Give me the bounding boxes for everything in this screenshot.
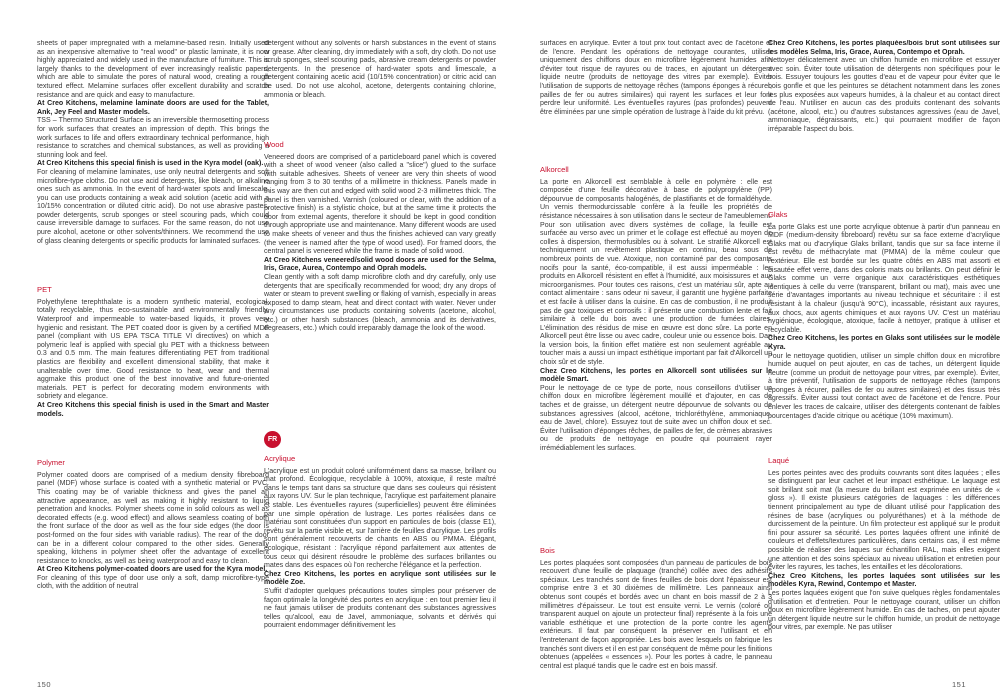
alkorcell-models-heading: Chez Creo Kitchens, les portes en Alkorcell sont utilisées sur le modèle Smart. <box>540 367 772 384</box>
acrylique-cleaning-continued: surfaces en acrylique. Éviter à tout prix tout contact avec de l'acétone et de l'encre. Pendant les opérations de nettoyage courantes, utiliser uniquement des chiffons doux en microfibre légèrement humides afin d'éviter tout risque de rayures ou de traces, en ajoutant un détergent liquide neutre (produits de nettoyage des vitres par exemple). Éviter l'utilisation de supports de nettoyage rêches (tampons éponges à récurer, pailles de fer ou autres similaires) qui rayent les surfaces et leur font perdre leur uniformité. Les éventuelles rayures (pas profondes) peuvent être éliminées par une simple opération de lustrage à l'aide du kit prévu. <box>540 40 772 116</box>
page-number-left: 150 <box>37 680 52 689</box>
section-title-laque: Laqué <box>768 457 790 465</box>
section-title-acrylique: Acrylique <box>264 455 296 463</box>
column-4-laque <box>768 457 1000 697</box>
pet-paragraph: Polyethylene terephthalate is a modern synthetic material, ecological, totally recyclable, thus eco-sustainable and environmentally friendly. Waterproof and impermeable to water-based liquids, it proves very hygienic and resistant. The PET coated door is given by a certified MDF panel (compliant with US EPA TSCA TITLE VI directives) on which a polymeric leaf is applied with special glu PET with a thickness between 0.3 and 0.5 mm. The main features differentiating PET from traditional plastics are flexibility and excellent dimensional stability, that make it unalterable over time. Good resistance to heat, wear and thermal aggmake this product one of the best innovative and future-oriented materials. PET is perfect for decorating modern environments with sobriety and elegance. <box>37 298 269 401</box>
section-title-pet: PET <box>37 285 52 295</box>
column-3-alkorcell <box>540 166 772 484</box>
polymer-models-heading: At Creo Kitchens polymer-coated doors are used for the Kyra model. <box>37 566 268 574</box>
polymer-cleaning-paragraph: For cleaning of this type of door use only a soft, damp microfibre-type cloth, with the addition of neutral <box>37 574 269 591</box>
section-title-bois: Bois <box>540 547 555 555</box>
acrylique-models-heading: Chez Creo Kitchens, les portes en acrylique sont utilisées sur le modèle Zoe. <box>264 570 496 587</box>
alkorcell-cleaning-paragraph: Pour le nettoyage de ce type de porte, nous conseillons d'utiliser un chiffon doux en microfibre légèrement mouillé et d'ajouter, en cas de taches et de graisse, un détergent neutre dépourvue de solvants ou de substances agressives (alcool, acétone, trichloréthylène, ammoniaque, eau de Javel, chlore). Essuyez tout de suite avec un chiffon doux et sec. Éviter l'utilisation d'éponges rêches, de pailles de fer, de crèmes abrasives ou de produits de nettoyage en poudre qui pourraient rayer irrémédiablement les surfaces. <box>540 384 772 452</box>
section-title-alkorcell: Alkorcell <box>540 166 569 174</box>
wood-models-heading: At Creo Kitchens veneered/solid wood doors are used for the Selma, Iris, Grace, Aurea, Contempo and Oprah models. <box>264 256 496 273</box>
bois-cleaning-paragraph: Nettoyer délicatement avec un chiffon humide en microfibre et essuyer avec soin. Éviter toute utilisation de détergents non spécifiques pour le bois. Essuyer toujours les gouttes d'eau et de vapeur pour éviter que le bois gonfle et que les peintures se détachent notamment dans les zones les plus exposées aux vapeurs humides, à la chaleur et au contact direct de l'eau. N'utiliser en aucun cas des produits contenant des solvants (acétone, alcool, etc.) ou d'autres substances agressives (eau de Javel, ammoniaque, dégraissants, etc.) qui pourraient modifier de façon irréparable l'aspect du bois. <box>768 57 1000 133</box>
bois-models-heading: Chez Creo Kitchens, les portes plaquées/bois brut sont utilisées sur les modèles Selma, Iris, Grace, Aurea, Contempo et Oprah. <box>768 40 1000 56</box>
column-2-top <box>264 40 496 150</box>
section-title-polymer: Polymer <box>37 458 65 468</box>
column-3-bois <box>540 547 772 697</box>
tss-paragraph: TSS – Thermo Structured Surface is an irreversible thermosetting process for work surfaces that creates an impression of depth. This brings the work surfaces to life and offers extraordinary technical performance, high resistance to scratches and chemical substances, as well as providing a stunning look and feel. <box>37 117 269 159</box>
acrylique-paragraph: L'acrylique est un produit coloré uniformément dans sa masse, brillant ou mat profond. Écologique, recyclable à 100%, atoxique, il reste maîtré dans le temps tant dans sa structure que dans ses couleurs qui résistent aux rayons UV. Sur le plan technique, l'acrylique est parfaitement planaire et stable. Les éventuelles rayures (superficielles) peuvent être éliminées par une simple opération de lustrage. Les portes réalisées dans ce matériau sont constituées d'un support en particules de bois (classe E1), revêtu sur la partie visible et, sur l'arrière de feuilles d'acrylique. Les profils sont généralement recouverts de chants en ABS ou PMMA. Élégant, écologique, résistant : l'acrylique répond parfaitement aux attentes de tous ceux qui désirent résoudre le problème des surfaces brillantes ou mates dans des espaces où l'on recherche l'élégance et la perfection. <box>264 467 496 570</box>
column-1 <box>37 40 269 688</box>
glaks-paragraph: La porte Glaks est une porte acrylique obtenue à partir d'un panneau en MDF (medium-density fibreboard) revêtu sur sa face externe d'acrylique Glaks mat ou d'acrylique Glaks brillant, tandis que sur sa face interne il est revêtu de méthacrylate mat (PMMA) de la même couleur que l'extérieur. Elle est bordée sur les quatre côtés en ABS mat assorti et bisautée effet verre, dans des coloris mats ou brillants. On peut définir le Glaks comme un verre organique aux caractéristiques esthétiques identiques à celle du verre (transparent, brillant ou mat), mais avec une série d'avantages importants au niveau technique et sécuritaire : il est résistant à la chaleur (jusqu'à 90°C), incassable, résistant aux rayures, aux chocs, aux agents chimiques et aux rayons UV. C'est un matériau hygiénique, écologique, atoxique, facile à nettoyer, pratique à utiliser et recyclable. <box>768 223 1000 334</box>
laque-cleaning-paragraph: Les portes laquées exigent que l'on suive quelques règles fondamentales d'utilisation et d'entretien. Pour le nettoyage courant, utiliser un chiffon doux en microfibre légèrement humide. En cas de taches, on peut ajouter un détergent liquide neutre sur le chiffon humide, un produit de nettoyage pour vitres, par exemple. Ne pas utiliser <box>768 589 1000 632</box>
section-title-wood: Wood <box>264 141 284 149</box>
column-4-glaks <box>768 211 1000 441</box>
polymer-cleaning-continued: detergent without any solvents or harsh substances in the event of stains or grease. After cleaning, dry immediately with a soft, dry cloth. Do not use scrub sponges, steel scouring pads, abrasive cream detergents or powder detergents. In the presence of hard-water spots and limescale, a detergent containing acetic acid (10/15% concentration) or citric acid can be used. Do not use alcohol, acetone, detergents containing chlorine, ammonia or bleach. <box>264 40 496 99</box>
wood-paragraph: Veneered doors are comprised of a particleboard panel which is covered with a sheet of wood veneer (also called a "slice") glued to the surface with suitable adhesives. Sheets of veneer are very thin sheets of wood ranging from 3 to 30 tenths of a millimetre in thickness. Panels made in this way are then cut and edged with solid wood 2-3 millimetres thick. The panel is then varnished. Varnish (coloured or clear, with the addition of a protective finish) is a stylistic choice, but at the same time it protects the door from external agents, therefore it should be kept in good condition through appropriate use and maintenance. Many different woods are used to make sheets of veneer and thus the finishes achieved can vary greatly (the veneer is named after the type of wood used). For framed doors, the central panel is veneered while the frame is made of solid wood. <box>264 153 496 256</box>
pet-models-heading: At Creo Kitchens this special finish is used in the Smart and Master models. <box>37 401 269 418</box>
alkorcell-paragraph: La porte en Alkorcell est semblable à celle en polymère : elle est composée d'une feuille décorative à base de polypropylène (PP) dépourvue de composants halogénés, de plastifiants et de formaldéhyde. Un vernis thermodurcissable confère à la feuille les propriétés de résistance nécessaires à son utilisation dans le secteur de l'ameublement. Pour son utilisation avec divers systèmes de collage, la feuille est surfacée au verso avec un primer et le collage est effectué au moyen de colles à dispersion, thermofusibles ou à solvant. Le stratifié Alkorcell est techniquement un revêtement plastique en continu, beau sous de nombreux points de vue. Atoxique, non contaminé par des composants nocifs pour la santé, éco-compatible, il est aussi imperméable : les produits en Alkorcell résistent en effet à l'humidité, aux moisissures et aux microorganismes. Pour toutes ces raisons, c'est un matériau sûr, apte au contact alimentaire : sans odeur ni saveur, il garantit une hygiène parfaite et est facile à utiliser dans la cuisine. En cas de combustion, il ne produit pas de gaz toxiques et corrosifs : il présente une combustion lente et fait similaire à celle du bois avec une production de fumées claires. L'élimination des résidus de mise en œuvre est donc sûre. La porte en Alkorcell peut être lisse ou avec cadre, couleur unie ou essence bois. Dan la version bois, la finition effet matière est non seulement agréable au toucher mais a aussi un impact esthétique important par fait d'Alkorcell un choix sûr et de style. <box>540 178 772 367</box>
acrylique-cleaning-paragraph: S'uffit d'adopter quelques précautions toutes simples pour préserver de façon optimale la longévité des portes en acrylique : en tout premier lieu il ne faut jamais utiliser de produits contenant des substances agressives telles qu'alcool, eau de Javel, ammoniaque, solvants et dérivés qui pourraient endommager définitivement les <box>264 587 496 630</box>
melamine-paragraph: sheets of paper impregnated with a melamine-based resin. Initially used as an inexpensive alternative to "real wood" or plastic laminate, it is now highly appreciated and widely used in the manufacture of furniture. This is largely thanks to the development of ever increasingly realistic papers, which are able to simulate the pores of natural wood, creating a rough textured effect. Melamine surfaces offer excellent durability and scratch resistance and are quick and easy to manufacture. <box>37 40 269 99</box>
wood-cleaning-paragraph: Clean gently with a soft damp microfibre cloth and dry carefully, only use detergents that are specifically recommended for wood; dry any drops of water or steam to prevent swelling or flaking of varnish, especially in areas exposed to damp steam, heat and direct contact with water. Never under any circumstances use products containing solvents (acetone, alcohol, etc.) or other harsh substances (bleach, ammonia and its derivatives, degreasers, etc.) which could irreparably damage the look of the wood. <box>264 273 496 333</box>
page-number-right: 151 <box>952 680 967 689</box>
column-2-wood <box>264 141 496 386</box>
glaks-models-heading: Chez Creo Kitchens, les portes en Glaks sont utilisées sur le modèle Kyra. <box>768 335 1000 351</box>
column-4-top <box>768 40 1000 170</box>
bois-paragraph: Les portes plaquées sont composées d'un panneau de particules de bois recouvert d'une feuille de plaquage (tranché) collée avec des adhésifs spéciaux. Les tranchés sont de fines feuilles de bois dont l'épaisseur est comprise entre 3 et 30 dixièmes de millimètre. Les panneaux ainsi obtenus sont coupés et bordés avec un chant en bois massif de 2 à 3 millimètres d'épaisseur. Le tout est ensuite verni. Le vernis (coloré ou transparent auquel on ajoute un protecteur final) représente à la fois une variable esthétique et une protection de la porte contre les agents extérieurs. Il faut par conséquent la préserver en l'utilisant et en l'entretenant de façon appropriée. Les bois avec lesquels on fabrique les tranchés sont divers et il en est par conséquent de même pour les finitions obtenues (appelées « essences »). Pour les portes à cadre, le panneau central est plaqué tandis que le cadre est en bois massif. <box>540 559 772 670</box>
french-language-badge: FR <box>264 431 281 448</box>
section-title-glaks: Glaks <box>768 211 788 219</box>
column-2-acrylique <box>264 455 496 695</box>
glaks-cleaning-paragraph: Pour le nettoyage quotidien, utiliser un simple chiffon doux en microfibre humide auquel on peut ajouter, en cas de taches, un détergent liquide neutre (comme un produit de nettoyage pour vitres, par exemple). Éviter, à titre préventif, l'utilisation de supports de nettoyage rêches (tampons éponges à récurer, pailles de fer ou autres similaires) et des tissus très agressifs. Éviter aussi tout contact avec de l'acétone et de l'encre. Pour enlever les traces de calcaire, utiliser des détergents contenant de faibles pourcentages d'acide citrique ou acétique (10% maximum). <box>768 352 1000 420</box>
polymer-paragraph: Polymer coated doors are comprised of a medium density fibreboard panel (MDF) whose surface is coated with a synthetic material or PVC. This coating may be of variable thickness and gives the panel an attractive appearance, as well as making it highly resistant to liquid penetration and knocks. Polymer sheets come in solid colours as well as decorated effects (e.g. wood effect) and allows seamless coating of both the front surface of the door as well as the four side edges (the door is post-formed on the four sides with variable radius). The rear of the door can be in a different colour compared to the other sides. Generally speaking, kitchens in polymer sheet offer the advantage of excellent resistance to knocks, as well as being waterproof and easy to clean. <box>37 471 269 565</box>
laque-paragraph: Les portes peintes avec des produits couvrants sont dites laquées ; elles se distinguent par leur cachet et leur impact esthétique. Le laquage est soit brillant soit mat (la mesure du brillant est exprimée en unités de « gloss »). Il existe plusieurs catégories de laquages : les différences tiennent principalement au type de diluant utilisé pour l'application des résines de base (acryliques ou polyuréthanes) et à la méthode de durcissement de la peinture. Un film protecteur est appliqué sur le produit fini pour assurer sa sécurité. Les portes laquées offrent une infinité de couleurs et d'effets/textures particulières, dans certains cas, il est même possible de réaliser des laques sur échantillon RAL, mais elles exigent une attention et des soins spéciaux au niveau utilisation et entretien pour éviter les rayures, les taches, les entailles et les décolorations. <box>768 469 1000 572</box>
melamine-models-heading: At Creo Kitchens, melamine laminate doors are used for the Tablet, Ank, Jey Feel and Master models. <box>37 100 269 116</box>
melamine-cleaning-paragraph: For cleaning of melamine laminates, use only neutral detergents and soft microfibre-type cloths. Do not use acid detergents, like bleach, or alkaline ones such as ammonia. In the event of hard-water spots and limescale, you can use products containing a weak acid solution (acetic acid with a 10/15% concentration or diluted citric acid). Do not use abrasive pastes, powder detergents, scrub sponges or steel scouring pads, which could cause irreversible damage to surfaces. For the same reason, do not use pure alcohol, acetone or other solvents/thinners. We recommend the use of glass cleaning detergents or specific products for laminated surfaces. <box>37 168 269 245</box>
column-3-top <box>540 40 772 138</box>
laque-models-heading: Chez Creo Kitchens, les portes laquées sont utilisées sur les modèles Kyra, Rewind, Contempo et Master. <box>768 572 1000 589</box>
tss-models-heading: At Creo Kitchens this special finish is used in the Kyra model (oak). <box>37 160 264 168</box>
